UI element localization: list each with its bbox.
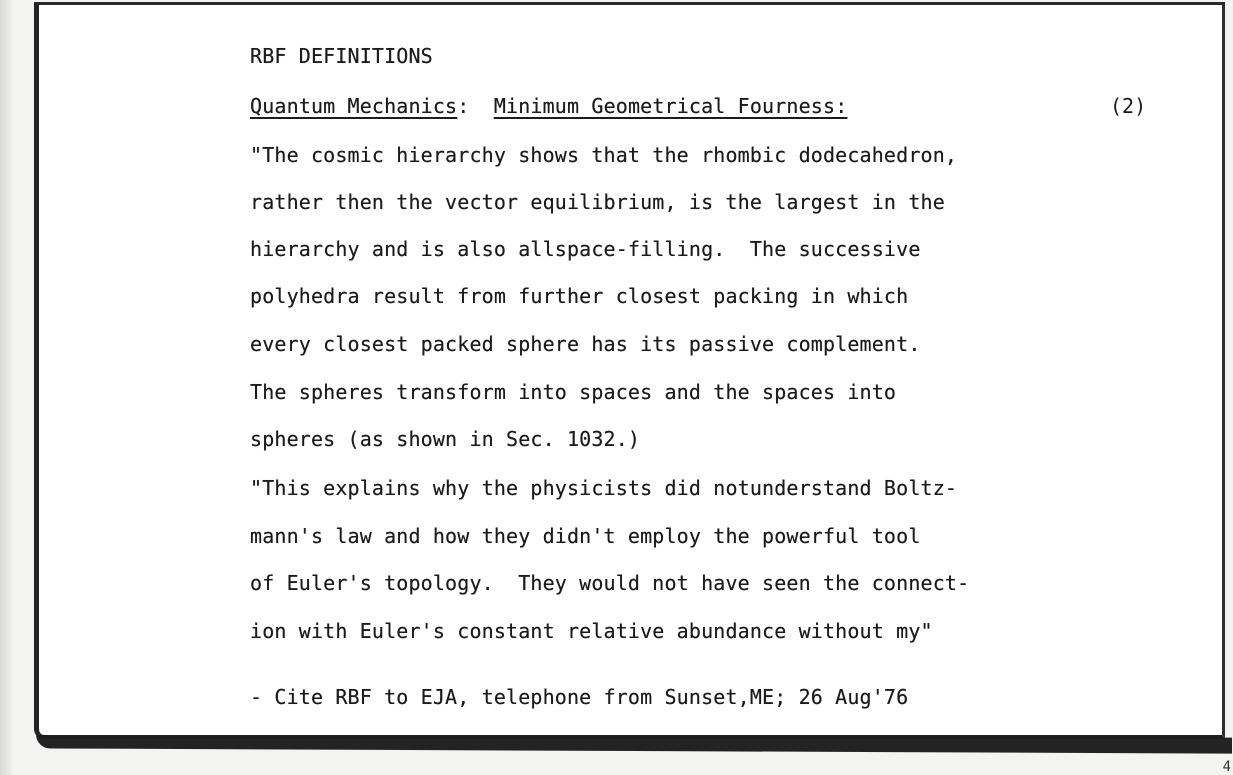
citation-line: - Cite RBF to EJA, telephone from Sunset,ME; 26 Aug'76 [250,685,909,709]
body-line: "This explains why the physicists did notunderstand Boltz- [250,476,958,500]
corner-mark: 4 [1222,759,1231,775]
body-line: every closest packed sphere has its passive complement. [250,332,921,356]
binder-edge [0,0,14,775]
document-heading: RBF DEFINITIONS [250,44,433,68]
topic-separator: : [457,94,470,118]
body-line: spheres (as shown in Sec. 1032.) [250,427,641,451]
body-line: polyhedra result from further closest packing in which [250,284,909,308]
body-line: "The cosmic hierarchy shows that the rhombic dodecahedron, [250,143,958,167]
page-number: (2) [1110,94,1147,118]
body-line: ion with Euler's constant relative abundance without my" [250,619,933,643]
topic-title: Quantum Mechanics [250,94,458,118]
subtopic-title: Minimum Geometrical Fourness: [493,94,848,118]
body-line: hierarchy and is also allspace-filling. The successive [250,237,921,261]
body-line: The spheres transform into spaces and the spaces into [250,380,897,404]
body-line: rather then the vector equilibrium, is the largest in the [250,190,945,214]
body-line: of Euler's topology. They would not have seen the connect- [250,571,970,595]
topic-line [250,94,847,118]
body-line: mann's law and how they didn't employ the powerful tool [250,524,921,548]
